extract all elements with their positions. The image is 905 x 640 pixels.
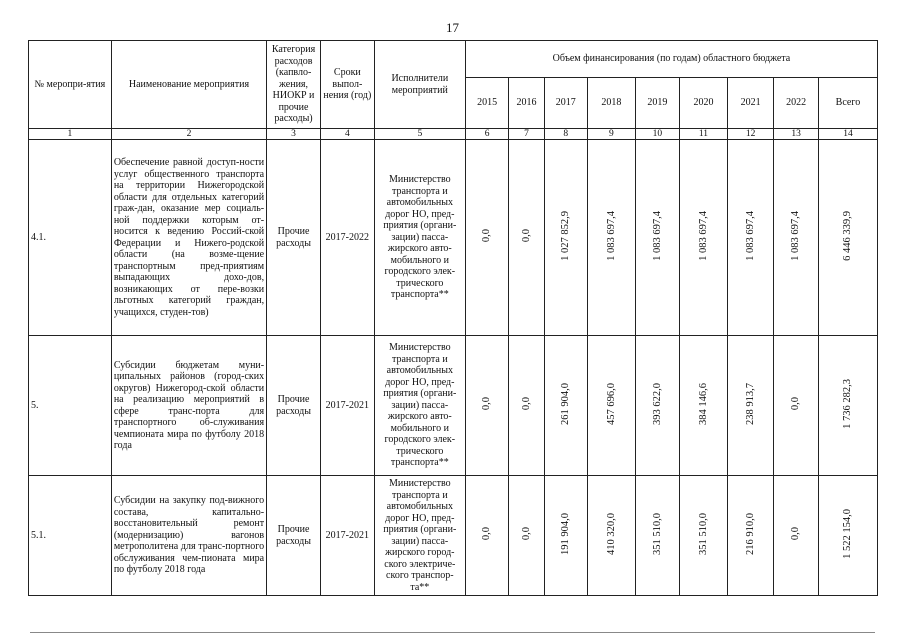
- row-value: 238 913,7: [744, 382, 756, 425]
- row-value-cell: [635, 140, 680, 336]
- row-value: 351 510,0: [697, 512, 709, 555]
- row-value: 261 904,0: [560, 382, 572, 425]
- header-name: Наименование мероприятия: [111, 41, 266, 129]
- row-value: 0,0: [790, 397, 802, 411]
- row-total: 6 446 339,9: [842, 210, 854, 261]
- column-number: 2: [111, 129, 266, 140]
- row-value-cell: [727, 336, 774, 476]
- row-value-cell: [544, 140, 587, 336]
- page-number: 17: [446, 20, 459, 35]
- row-value-cell: [544, 476, 587, 596]
- column-number: 5: [374, 129, 465, 140]
- header-term: Сроки выпол-нения (год): [320, 41, 374, 129]
- column-number: 14: [818, 129, 877, 140]
- row-number: 5.1.: [29, 476, 112, 596]
- column-number: 12: [727, 129, 774, 140]
- column-number: 10: [635, 129, 680, 140]
- header-year: 2019: [635, 78, 680, 129]
- row-term: 2017-2022: [320, 140, 374, 336]
- row-term: 2017-2021: [320, 336, 374, 476]
- header-year: 2021: [727, 78, 774, 129]
- budget-table: [28, 40, 878, 596]
- row-value: 0,0: [481, 229, 493, 243]
- row-value: 216 910,0: [744, 512, 756, 555]
- row-value-cell: [465, 140, 508, 336]
- row-value: 0,0: [790, 527, 802, 541]
- column-number: 6: [465, 129, 508, 140]
- column-number: 1: [29, 129, 112, 140]
- row-value-cell: [774, 336, 819, 476]
- column-number: 3: [267, 129, 321, 140]
- row-value: 0,0: [520, 397, 532, 411]
- row-category: Прочие расходы: [267, 140, 321, 336]
- row-value: 0,0: [520, 527, 532, 541]
- row-value-cell: [727, 140, 774, 336]
- row-total: 1 736 282,3: [842, 378, 854, 429]
- table-row: [29, 336, 878, 476]
- row-total-cell: [818, 476, 877, 596]
- row-value-cell: [509, 476, 544, 596]
- row-total: 1 522 154,0: [842, 508, 854, 559]
- column-number-row: [29, 129, 878, 140]
- row-value: 351 510,0: [651, 512, 663, 555]
- row-name: Субсидии на закупку под-вижного состава, капитально-восстановительный ремонт (модернизацию) вагонов метрополитена для транс-портного обслуживания чем-пионата мира по футболу 2018 года: [111, 476, 266, 596]
- row-value-cell: [680, 140, 728, 336]
- row-value-cell: [588, 336, 636, 476]
- row-value: 0,0: [520, 229, 532, 243]
- row-value: 1 027 852,9: [560, 210, 572, 261]
- row-value-cell: [774, 140, 819, 336]
- row-value-cell: [509, 336, 544, 476]
- row-executors: Министерство транспорта и автомобильных дорог НО, пред-приятия (органи-зации) пасса-жирского авто-мобильного и городского элек-трического транспорта**: [374, 336, 465, 476]
- header-year: 2016: [509, 78, 544, 129]
- column-number: 4: [320, 129, 374, 140]
- row-number: 4.1.: [29, 140, 112, 336]
- header-category: Категория расходов (капвло-жения, НИОКР и прочие расходы): [267, 41, 321, 129]
- column-number: 7: [509, 129, 544, 140]
- row-value: 384 146,6: [697, 382, 709, 425]
- header-year: 2015: [465, 78, 508, 129]
- header-num: № меропри-ятия: [29, 41, 112, 129]
- row-value-cell: [465, 476, 508, 596]
- row-value-cell: [509, 140, 544, 336]
- row-value: 457 696,0: [605, 382, 617, 425]
- row-value-cell: [774, 476, 819, 596]
- header-total: Всего: [818, 78, 877, 129]
- header-executors: Исполнители мероприятий: [374, 41, 465, 129]
- header-funding: Объем финансирования (по годам) областного бюджета: [465, 41, 877, 78]
- table-row: [29, 476, 878, 596]
- column-number: 9: [588, 129, 636, 140]
- row-value-cell: [635, 336, 680, 476]
- row-category: Прочие расходы: [267, 476, 321, 596]
- header-year: 2020: [680, 78, 728, 129]
- row-value: 1 083 697,4: [697, 210, 709, 261]
- column-number: 13: [774, 129, 819, 140]
- row-value: 1 083 697,4: [651, 210, 663, 261]
- column-number: 8: [544, 129, 587, 140]
- row-value: 393 622,0: [651, 382, 663, 425]
- row-name: Обеспечение равной доступ-ности услуг общественного транспорта на территории Нижегородской области для отдельных категорий граж-дан, оказание мер социаль-ной поддержки которым от-носится к ведению Россий-ской Федерации и Нижего-родской области (на возме-щение транспортным пред-приятиям выпадающих дохо-дов, возникающих от пере-возки льготных категорий граждан, учащихся, студен-тов): [111, 140, 266, 336]
- row-value-cell: [635, 476, 680, 596]
- column-number: 11: [680, 129, 728, 140]
- row-value: 1 083 697,4: [790, 210, 802, 261]
- table-row: [29, 140, 878, 336]
- row-value-cell: [680, 476, 728, 596]
- row-value-cell: [588, 140, 636, 336]
- page-bottom-rule: [30, 632, 875, 633]
- row-number: 5.: [29, 336, 112, 476]
- header-year: 2017: [544, 78, 587, 129]
- header-year: 2022: [774, 78, 819, 129]
- row-total-cell: [818, 140, 877, 336]
- row-value: 1 083 697,4: [605, 210, 617, 261]
- row-value-cell: [588, 476, 636, 596]
- row-value-cell: [727, 476, 774, 596]
- row-value-cell: [544, 336, 587, 476]
- row-executors: Министерство транспорта и автомобильных дорог НО, пред-приятия (органи-зации) пасса-жирского авто-мобильного и городского элек-трического транспорта**: [374, 140, 465, 336]
- row-value: 0,0: [481, 527, 493, 541]
- row-value-cell: [465, 336, 508, 476]
- row-value: 1 083 697,4: [744, 210, 756, 261]
- row-value: 191 904,0: [560, 512, 572, 555]
- row-value: 0,0: [481, 397, 493, 411]
- row-name: Субсидии бюджетам муни-ципальных районов (город-ских округов) Нижегород-ской области на реализацию мероприятий в сфере транс-порта для транспортного об-служивания чемпионата мира по футболу 2018 года: [111, 336, 266, 476]
- row-total-cell: [818, 336, 877, 476]
- row-value-cell: [680, 336, 728, 476]
- row-executors: Министерство транспорта и автомобильных дорог НО, пред-приятия (органи-зации) пасса-жирского город-ского электриче-ского транспор-та**: [374, 476, 465, 596]
- row-value: 410 320,0: [605, 512, 617, 555]
- row-category: Прочие расходы: [267, 336, 321, 476]
- header-year: 2018: [588, 78, 636, 129]
- row-term: 2017-2021: [320, 476, 374, 596]
